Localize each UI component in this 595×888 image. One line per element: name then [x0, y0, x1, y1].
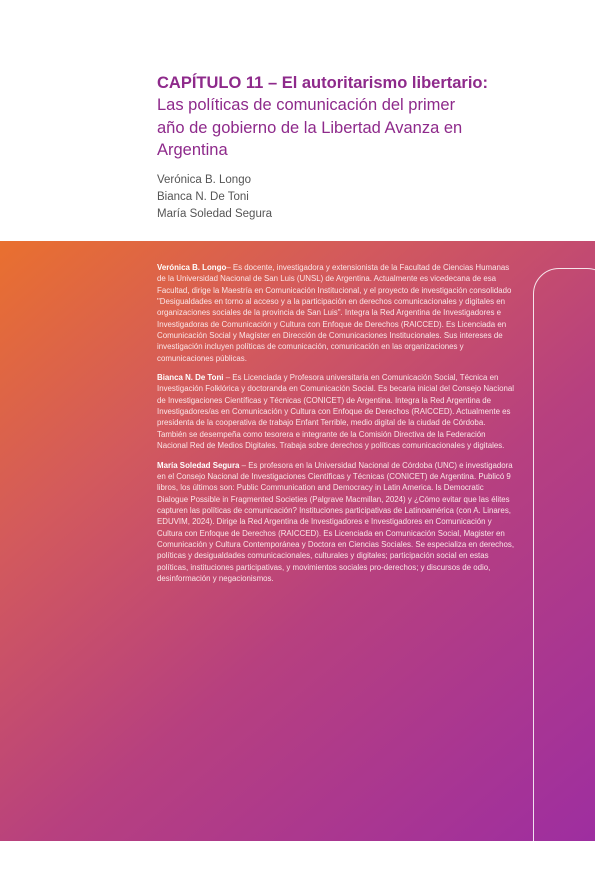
subtitle-line: Las políticas de comunicación del primer — [157, 96, 456, 114]
bio-paragraph — [157, 460, 517, 585]
bio-text: – Es profesora en la Universidad Nacional de Córdoba (UNC) e investigadora en el Consejo Nacional de Investigaciones Científicas y Técnicas (CONICET) de Argentina. Publicó 9 libros, los últimos son: Public Communication and Democracy in Latin America. Is Democratic Dialogue Possible in Fragmented Societies (Palgrave Macmillan, 2024) y ¿Cómo evitar que las élites capturen las políticas de comunicación? Instituciones participativas de Latinoamérica (con A. Linares, EDUVIM, 2024). Dirige la Red Argentina de Investigadores e Investigadores en Comunicación y Cultura con Enfoque de Derechos (RAICCED). Es Licenciada en Comunicación Social, Magister en Comunicación y Cultura Contemporánea y Doctora en Ciencias Sociales. Se especializa en derechos, políticas y desigualdades comunicacionales, culturales y digitales; participación social en estas políticas, instituciones participativas, y movimientos sociales pro-derechos; y discursos de odio, desinformación y negacionismos. — [157, 460, 515, 583]
author-name: Verónica B. Longo — [157, 173, 251, 186]
decorative-frame — [533, 268, 595, 888]
bio-author-name: Verónica B. Longo — [157, 263, 227, 272]
bio-paragraph — [157, 372, 517, 451]
bio-paragraph — [157, 262, 517, 364]
bio-text: – Es Licenciada y Profesora universitaria en Comunicación Social, Técnica en Investigación Folklórica y doctoranda en Comunicación Social. Es becaria inicial del Consejo Nacional de Investigaciones Científicas y Técnicas (CONICET) de Argentina. Integra la Red Argentina de Investigadores/as en Comunicación y Cultura con Enfoque de Derechos (RAICCED). Actualmente es presidenta de la cooperativa de trabajo Enfant Terrible, medio digital de la ciudad de Córdoba. También se desempeña como tesorera e integrante de la Comisión Directiva de la Federación Nacional Red de Medios Digitales. Trabaja sobre derechos y políticas comunicacionales y digitales. — [157, 373, 515, 451]
bio-author-name: María Soledad Segura — [157, 460, 240, 470]
author-name: Bianca N. De Toni — [157, 190, 249, 203]
bio-author-name: Bianca N. De Toni — [157, 373, 224, 383]
author-name: María Soledad Segura — [157, 207, 273, 220]
bio-text: – Es docente, investigadora y extensionista de la Facultad de Ciencias Humanas de la Universidad Nacional de San Luis (UNSL) de Argentina. Actualmente es vicedecana de esa Facultad, dirige la Maestría en Comunicación Institucional, y el proyecto de investigación consolidado "Desigualdades en torno al acceso y a la participación en derechos comunicacionales y digitales en organizaciones sociales de la provincia de San Luis". Integra la Red Argentina de Investigadores e Investigadoras de Comunicación y Cultura con Enfoque de Derechos (RAICCED). Es Licenciada en Comunicación Social y Magíster en Dirección de Comunicaciones Institucionales. Sus intereses de investigación incluyen políticas de comunicación, comunicación en las organizaciones y comunicaciones públicas. — [157, 263, 512, 363]
author-bios — [157, 262, 517, 592]
author-list — [157, 172, 557, 223]
chapter-header — [157, 72, 557, 223]
chapter-title: CAPÍTULO 11 – El autoritarismo libertario: — [157, 74, 488, 92]
subtitle-line: año de gobierno de la Libertad Avanza en — [157, 118, 463, 137]
chapter-subtitle — [157, 94, 557, 162]
subtitle-line: Argentina — [157, 141, 228, 159]
